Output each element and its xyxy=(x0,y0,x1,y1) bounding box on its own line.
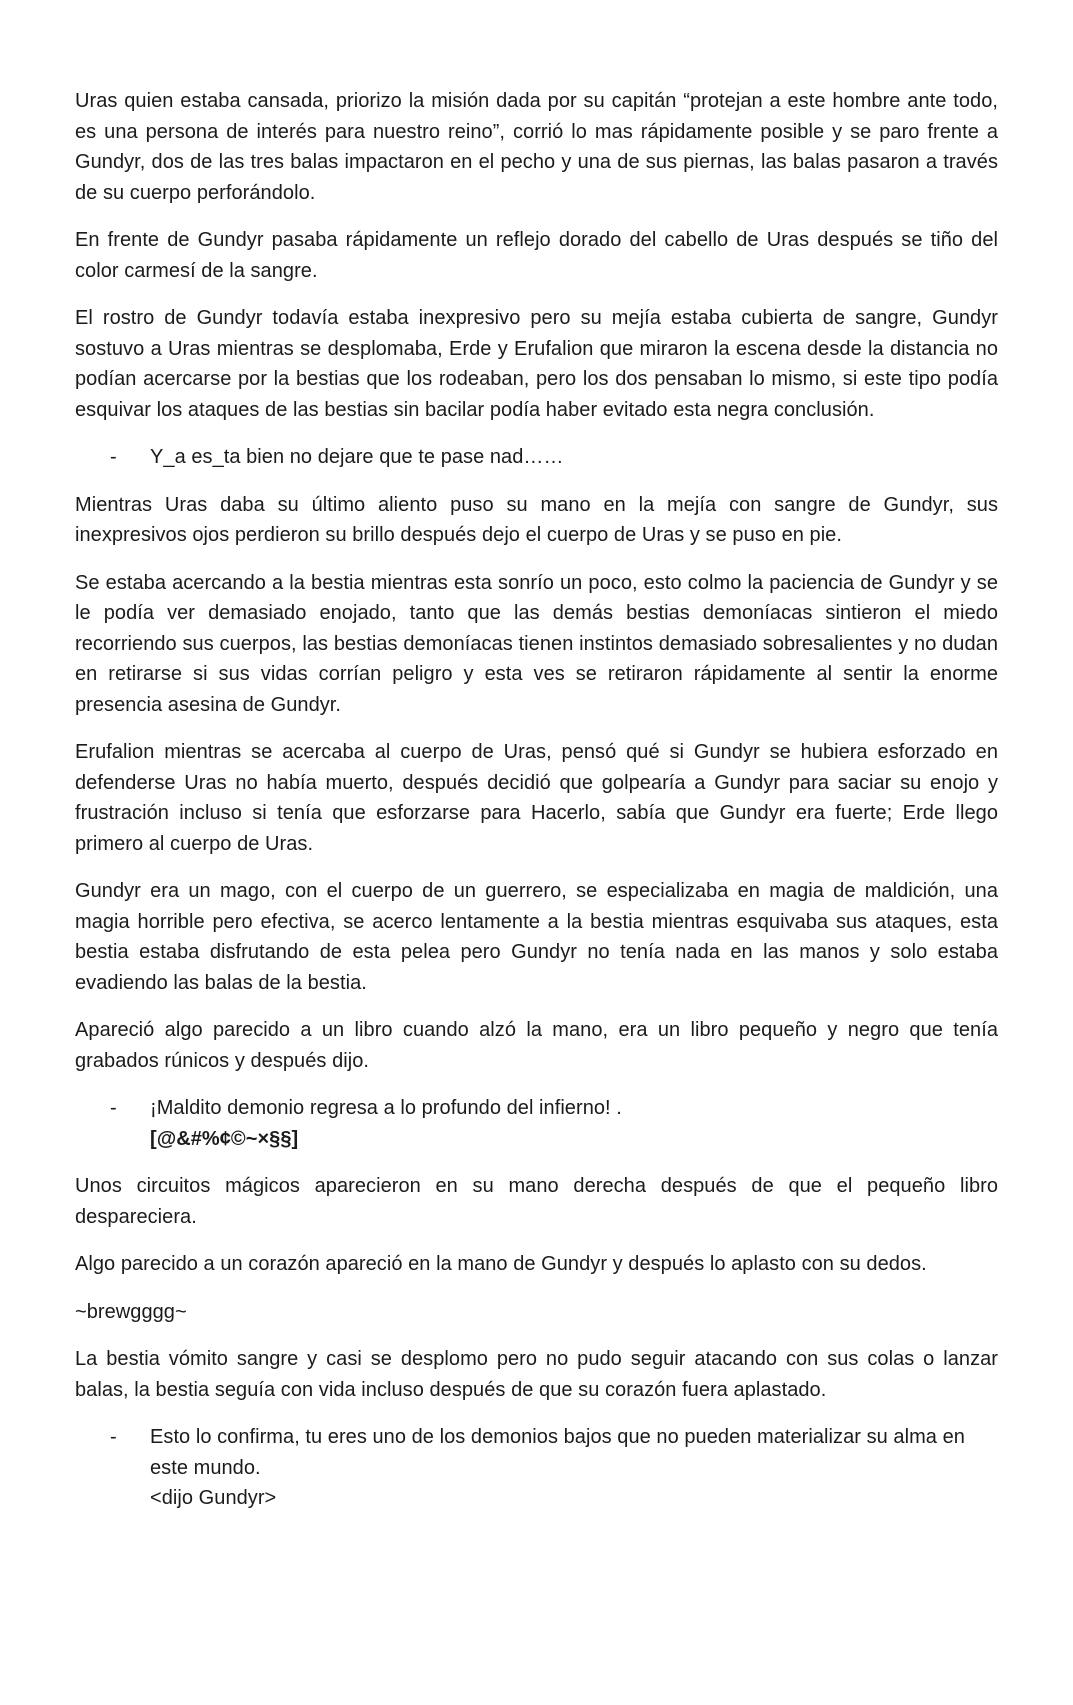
dialogue-dash: - xyxy=(110,1097,117,1119)
dialogue-3 xyxy=(75,1422,998,1514)
paragraph-6: Erufalion mientras se acercaba al cuerpo de Uras, pensó qué si Gundyr se hubiera esforzado en defenderse Uras no había muerto, después decidió que golpearía a Gundyr para saciar su enojo y frustración incluso si tenía que esforzarse para Hacerlo, sabía que Gundyr era fuerte; Erde llego primero al cuerpo de Uras. xyxy=(75,741,998,855)
dialogue-2 xyxy=(75,1093,998,1154)
paragraph-8: Apareció algo parecido a un libro cuando alzó la mano, era un libro pequeño y negro que tenía grabados rúnicos y después dijo. xyxy=(75,1019,998,1072)
spell-incantation: [@&#%¢©~×§§] xyxy=(150,1127,299,1150)
paragraph-2: En frente de Gundyr pasaba rápidamente un reflejo dorado del cabello de Uras después se tiño del color carmesí de la sangre. xyxy=(75,229,998,282)
paragraph-12: La bestia vómito sangre y casi se desplomo pero no pudo seguir atacando con sus colas o lanzar balas, la bestia seguía con vida incluso después de que su corazón fuera aplastado. xyxy=(75,1348,998,1401)
paragraph-10: Algo parecido a un corazón apareció en la mano de Gundyr y después lo aplasto con su dedos. xyxy=(75,1253,927,1275)
paragraph-1: Uras quien estaba cansada, priorizo la misión dada por su capitán “protejan a este hombre ante todo, es una persona de interés para nuestro reino”, corrió lo mas rápidamente posible y se paro frente a Gundyr, dos de las tres balas impactaron en el pecho y una de sus piernas, las balas pasaron a través de su cuerpo perforándolo. xyxy=(75,90,998,204)
document-page xyxy=(75,86,998,1531)
paragraph-3: El rostro de Gundyr todavía estaba inexpresivo pero su mejía estaba cubierta de sangre, Gundyr sostuvo a Uras mientras se desplomaba, Erde y Erufalion que miraron la escena desde la distancia no podían acercarse por la bestias que los rodeaban, pero los dos pensaban lo mismo, si este tipo podía esquivar los ataques de las bestias sin bacilar podía haber evitado esta negra conclusión. xyxy=(75,307,998,421)
paragraph-9: Unos circuitos mágicos aparecieron en su mano derecha después de que el pequeño libro despareciera. xyxy=(75,1175,998,1228)
paragraph-7: Gundyr era un mago, con el cuerpo de un guerrero, se especializaba en magia de maldición, una magia horrible pero efectiva, se acerco lentamente a la bestia mientras esquivaba sus ataques, esta bestia estaba disfrutando de esta pelea pero Gundyr no tenía nada en las manos y solo estaba evadiendo las balas de la bestia. xyxy=(75,880,998,994)
dialogue-dash: - xyxy=(110,446,117,468)
dialogue-text: ¡Maldito demonio regresa a lo profundo del infierno! . xyxy=(150,1097,622,1119)
dialogue-dash: - xyxy=(110,1426,117,1448)
dialogue-text: Esto lo confirma, tu eres uno de los demonios bajos que no pueden materializar su alma en este mundo. xyxy=(150,1426,965,1479)
dialogue-text: Y_a es_ta bien no dejare que te pase nad…… xyxy=(150,446,564,468)
paragraph-5: Se estaba acercando a la bestia mientras esta sonrío un poco, esto colmo la paciencia de Gundyr y se le podía ver demasiado enojado, tanto que las demás bestias demoníacas sintieron el miedo recorriendo sus cuerpos, las bestias demoníacas tienen instintos demasiado sobresalientes y no dudan en retirarse si sus vidas corrían peligro y esta ves se retiraron rápidamente al sentir la enorme presencia asesina de Gundyr. xyxy=(75,571,998,716)
dialogue-1 xyxy=(75,442,998,473)
sound-effect: ~brewgggg~ xyxy=(75,1300,187,1323)
speaker-tag: <dijo Gundyr> xyxy=(150,1487,277,1509)
paragraph-4: Mientras Uras daba su último aliento puso su mano en la mejía con sangre de Gundyr, sus inexpresivos ojos perdieron su brillo después dejo el cuerpo de Uras y se puso en pie. xyxy=(75,493,998,546)
